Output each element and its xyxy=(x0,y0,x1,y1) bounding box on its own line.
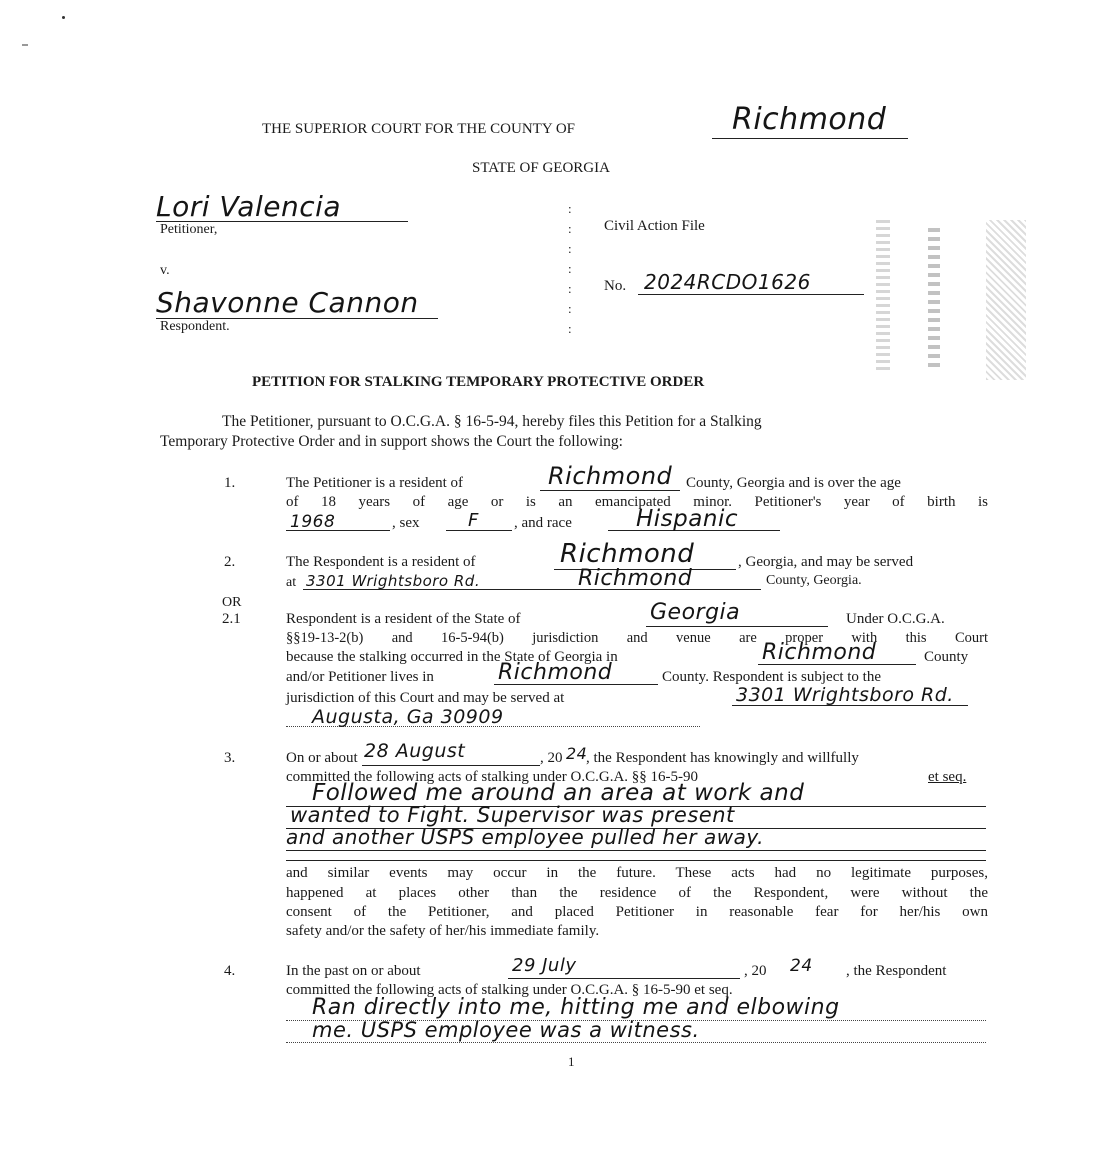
para-3-after-4: safety and/or the safety of her/his immediate family. xyxy=(286,923,600,939)
para-3-line-2b: et seq. xyxy=(928,769,967,785)
county-blank xyxy=(712,138,908,139)
para-2-1-line-2: §§19-13-2(b) and 16-5-94(b) jurisdiction and venue are proper with this Court xyxy=(286,630,988,646)
caption-colon: : xyxy=(568,241,572,256)
state-heading: STATE OF GEORGIA xyxy=(472,160,610,176)
para-3-text-b: , 20 xyxy=(540,750,563,766)
scan-speck xyxy=(22,44,28,46)
para-1-county: Richmond xyxy=(548,462,673,490)
sex-value: F xyxy=(468,510,479,531)
para-3-handwriting-2: wanted to Fight. Supervisor was present xyxy=(290,803,735,827)
para-3-text-a: On or about xyxy=(286,750,358,766)
para-2-1-city: Augusta, Ga 30909 xyxy=(312,706,504,728)
para-2-county-2: Richmond xyxy=(578,566,693,591)
para-4-handwriting-2: me. USPS employee was a witness. xyxy=(312,1018,700,1042)
para-4-year: 24 xyxy=(790,956,813,976)
para-3-line-2a: committed the following acts of stalking under O.C.G.A. §§ 16-5-90 xyxy=(286,769,699,785)
para-2-1-line-3a: because the stalking occurred in the State of Georgia in xyxy=(286,649,618,665)
para-2-1-county: Richmond xyxy=(762,640,877,665)
para-3-after-2: happened at places other than the residence of the Respondent, were without the xyxy=(286,885,988,901)
sex-blank xyxy=(446,530,512,531)
para-3-date: 28 August xyxy=(364,740,466,762)
para-2-1-state-blank xyxy=(646,626,828,627)
para-2-1-address: 3301 Wrightsboro Rd. xyxy=(736,684,954,706)
clerk-stamp xyxy=(868,220,1030,384)
para-1-county-blank xyxy=(540,490,680,491)
respondent-name: Shavonne Cannon xyxy=(156,286,419,319)
versus-label: v. xyxy=(160,263,170,278)
para-3-handwriting-1: Followed me around an area at work and xyxy=(312,780,805,806)
para-2-text-a: The Respondent is a resident of xyxy=(286,554,476,570)
para-3-handwriting-3: and another USPS employee pulled her away. xyxy=(286,825,764,849)
court-heading: THE SUPERIOR COURT FOR THE COUNTY OF xyxy=(262,121,576,137)
para-3-after-1: and similar events may occur in the future. These acts had no legitimate purposes, xyxy=(286,865,988,881)
para-2-1-state: Georgia xyxy=(650,600,741,625)
para-1-number: 1. xyxy=(224,475,236,491)
case-no-label: No. xyxy=(604,278,627,294)
para-4-date: 29 July xyxy=(512,955,577,976)
para-2-text-b: , Georgia, and may be served xyxy=(738,554,914,570)
para-4-hw-line-2 xyxy=(286,1042,986,1043)
respondent-label: Respondent. xyxy=(160,319,230,334)
caption-colon: : xyxy=(568,261,572,276)
para-3-date-blank xyxy=(362,765,540,766)
petitioner-label: Petitioner, xyxy=(160,222,218,237)
race-label: , and race xyxy=(514,515,572,531)
para-3-number: 3. xyxy=(224,750,236,766)
case-no-blank xyxy=(638,294,864,295)
para-1-text-a: The Petitioner is a resident of xyxy=(286,475,464,491)
para-2-address: 3301 Wrightsboro Rd. xyxy=(306,572,481,590)
para-4-handwriting-1: Ran directly into me, hitting me and elbowing xyxy=(312,995,840,1020)
para-3-text-c: , the Respondent has knowingly and willfully xyxy=(586,750,859,766)
scan-speck xyxy=(62,16,65,19)
sex-label: , sex xyxy=(392,515,420,531)
para-2-1-line-5a: jurisdiction of this Court and may be served at xyxy=(286,690,565,706)
para-3-hw-line-4 xyxy=(286,860,986,861)
para-2-1-line-3b: County xyxy=(924,649,969,665)
para-2-county: Richmond xyxy=(560,539,695,569)
para-4-date-blank xyxy=(508,978,740,979)
para-4-number: 4. xyxy=(224,963,236,979)
para-2-1-text-a: Respondent is a resident of the State of xyxy=(286,611,521,627)
para-4-text-c: , the Respondent xyxy=(846,963,947,979)
para-3-after-3: consent of the Petitioner, and placed Petitioner in reasonable fear for her/his own xyxy=(286,904,988,920)
caption-colon: : xyxy=(568,221,572,236)
or-label: OR xyxy=(222,595,242,610)
para-3-year: 24 xyxy=(566,744,588,763)
para-2-at: at xyxy=(286,575,297,590)
intro-line-2: Temporary Protective Order and in support shows the Court the following: xyxy=(160,433,623,450)
para-2-1-county-2: Richmond xyxy=(498,660,613,685)
caption-colon: : xyxy=(568,281,572,296)
para-1-line-2: of 18 years of age or is an emancipated minor. Petitioner's year of birth is xyxy=(286,494,988,510)
caption-colon: : xyxy=(568,201,572,216)
para-2-1-number: 2.1 xyxy=(222,611,241,627)
para-4-text-a: In the past on or about xyxy=(286,963,421,979)
race-value: Hispanic xyxy=(636,506,738,532)
para-2-text-c: County, Georgia. xyxy=(766,573,862,588)
para-4-text-b: , 20 xyxy=(744,963,767,979)
para-2-1-text-b: Under O.C.G.A. xyxy=(846,611,945,627)
page-number: 1 xyxy=(568,1054,575,1069)
case-number: 2024RCDO1626 xyxy=(644,270,811,294)
para-2-1-line-4b: County. Respondent is subject to the xyxy=(662,669,882,685)
petition-title: PETITION FOR STALKING TEMPORARY PROTECTIVE ORDER xyxy=(252,374,705,390)
civil-action-label: Civil Action File xyxy=(604,218,705,234)
intro-line-1: The Petitioner, pursuant to O.C.G.A. § 16-5-94, hereby files this Petition for a Stalking xyxy=(222,413,762,430)
para-3-hw-line-3 xyxy=(286,850,986,851)
birth-year: 1968 xyxy=(290,512,336,532)
caption-colon: : xyxy=(568,321,572,336)
caption-colon: : xyxy=(568,301,572,316)
para-1-text-b: County, Georgia and is over the age xyxy=(686,475,901,491)
petitioner-name: Lori Valencia xyxy=(156,190,342,223)
court-county: Richmond xyxy=(732,102,887,137)
para-4-line-2: committed the following acts of stalking under O.C.G.A. § 16-5-90 et seq. xyxy=(286,982,733,998)
para-2-number: 2. xyxy=(224,554,236,570)
para-2-1-line-4a: and/or Petitioner lives in xyxy=(286,669,434,685)
